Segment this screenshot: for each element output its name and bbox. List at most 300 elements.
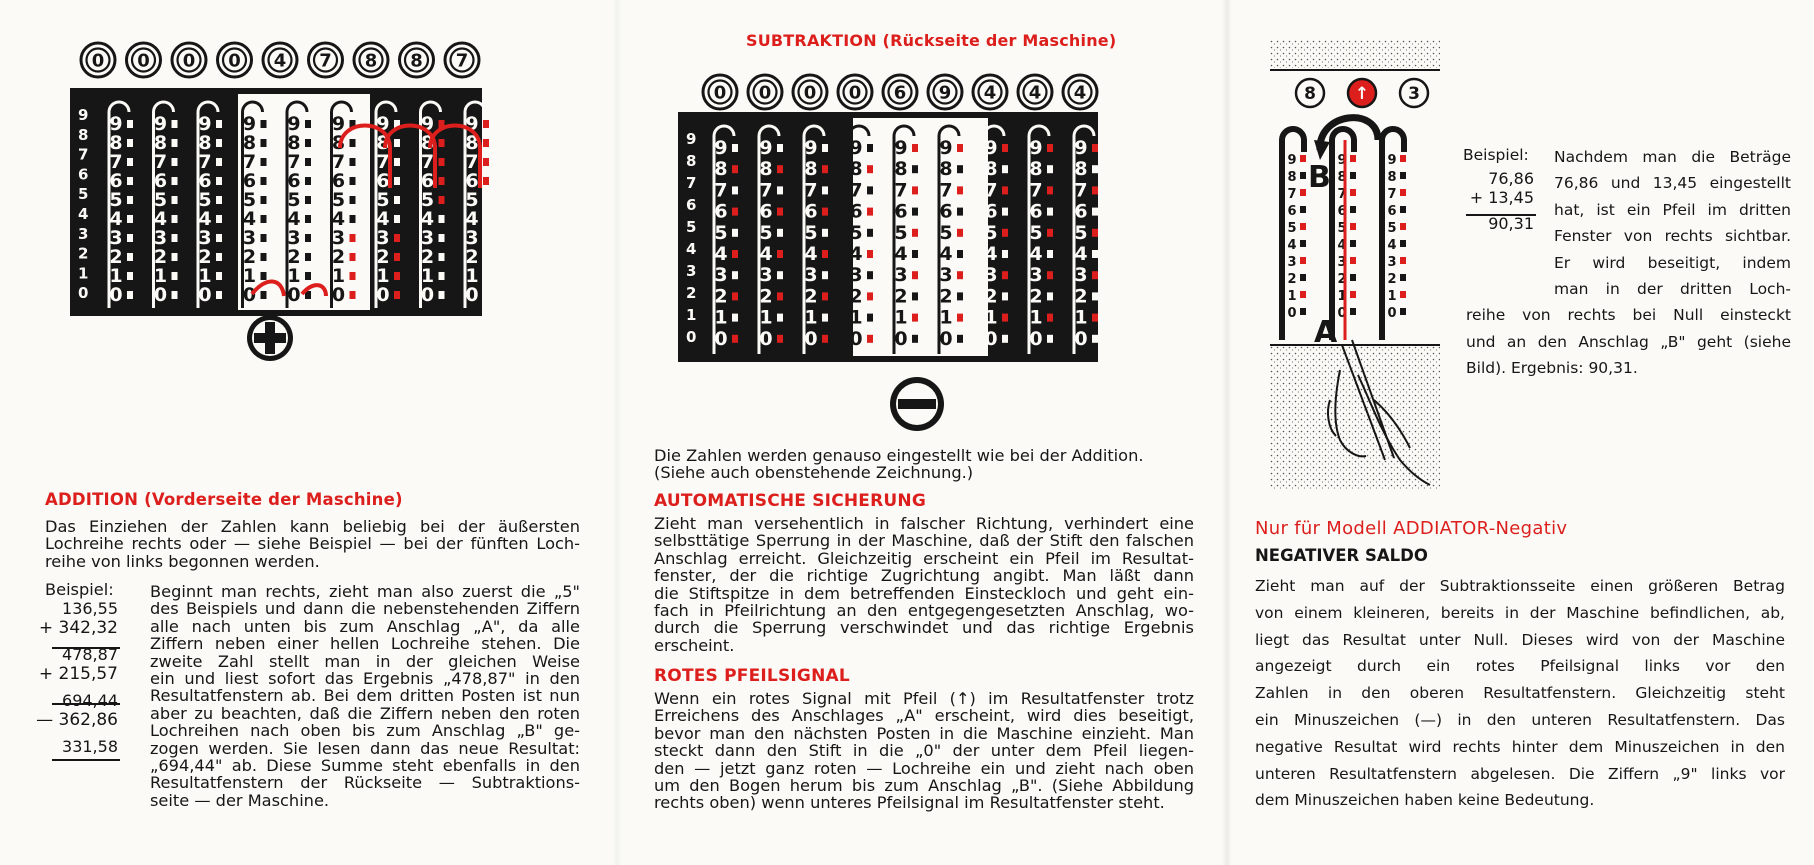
scale-digit: 7 <box>894 179 908 202</box>
addText-line: ein und liest sofort das Ergebnis „478,87" in den <box>150 669 580 689</box>
scale-digit: 9 <box>331 113 346 135</box>
detail-scale-hole <box>1350 206 1356 213</box>
subtraction-top-windows <box>703 75 1097 109</box>
scale-digit: 8 <box>465 132 479 154</box>
addition-number-7: 331,58 <box>62 737 118 756</box>
addText-line: alle nach unten bis zum Anschlag „A", da alle <box>150 616 580 636</box>
scale-hole <box>483 120 489 128</box>
scale-digit: 5 <box>1074 221 1088 244</box>
left-scale-digit: 8 <box>78 125 89 144</box>
addition-rule-3 <box>52 759 120 761</box>
detail-scale-digit: 3 <box>1287 255 1297 270</box>
scale-hole <box>1047 229 1053 237</box>
scale-hole <box>172 139 178 147</box>
scale-digit: 7 <box>939 179 953 202</box>
detail-scale-digit: 5 <box>1287 221 1297 236</box>
scale-hole <box>867 314 873 322</box>
scale-digit: 6 <box>984 200 998 223</box>
negText-line: dem Minuszeichen haben keine Bedeutung. <box>1255 791 1595 810</box>
detail-scale-hole <box>1400 274 1406 281</box>
addIntro-line: Das Einziehen der Zahlen kann beliebig bei der äußersten <box>45 517 580 536</box>
scale-digit: 8 <box>242 132 257 154</box>
scale-digit: 3 <box>465 227 479 249</box>
scale-hole <box>261 177 267 185</box>
scale-hole <box>216 234 222 242</box>
light-panel <box>853 118 918 356</box>
scale-hole <box>172 196 178 204</box>
scale-digit: 7 <box>1029 179 1043 202</box>
scale-hole <box>1047 292 1053 300</box>
detailText-line: Bild). Ergebnis: 90,31. <box>1466 359 1638 378</box>
addIntro-line: reihe von links begonnen werden. <box>45 551 320 571</box>
scale-hole <box>777 335 783 343</box>
scale-digit: 8 <box>376 132 390 154</box>
scale-hole <box>912 292 918 300</box>
label-a: A <box>1314 315 1338 350</box>
scale-digit: 5 <box>1029 221 1043 244</box>
scale-digit: 4 <box>331 208 346 230</box>
redText-line: den — jetzt ganz roten — Lochreihe ein und zieht nach oben <box>654 758 1194 778</box>
scale-hole <box>732 165 738 173</box>
scale-digit: 3 <box>984 264 998 287</box>
scale-hole <box>1047 250 1053 258</box>
scale-digit: 0 <box>198 284 212 306</box>
scale-digit: 6 <box>153 170 168 192</box>
scale-digit: 9 <box>198 113 212 135</box>
detail-slide-body <box>1282 118 1406 340</box>
scale-digit: 4 <box>804 243 818 265</box>
scale-hole <box>305 139 311 147</box>
scale-digit: 9 <box>849 137 863 159</box>
light-panel <box>918 118 988 356</box>
scale-hole <box>127 139 133 147</box>
addition-intro <box>45 518 580 570</box>
addText-line: zogen werden. Sie lesen dann das neue Resultat: <box>150 738 580 758</box>
scale-digit: 4 <box>714 243 728 265</box>
scale-digit: 3 <box>1029 264 1043 287</box>
scale-hole <box>172 177 178 185</box>
scale-hole <box>172 253 178 261</box>
detail-scale-hole <box>1350 291 1356 298</box>
detailText-line: man in der dritten Loch- <box>1554 280 1791 299</box>
detail-scale-digit: 2 <box>1387 272 1397 287</box>
scale-hole <box>822 271 828 279</box>
addition-number-1: 136,55 <box>62 599 118 618</box>
scale-hole <box>957 292 963 300</box>
scale-hole <box>732 271 738 279</box>
scale-digit: 9 <box>804 137 818 159</box>
detail-scale-hole <box>1400 172 1406 179</box>
scale-digit: 8 <box>287 132 301 154</box>
scale-hole <box>912 229 918 237</box>
scale-digit: 1 <box>198 265 212 287</box>
scale-hole <box>1002 250 1008 258</box>
scale-digit: 2 <box>331 246 346 268</box>
detail-scale-digit: 5 <box>1337 221 1347 236</box>
scale-digit: 3 <box>1074 264 1088 287</box>
detail-scale-digit: 2 <box>1287 272 1297 287</box>
left-scale-digit: 7 <box>686 174 697 192</box>
scale-hole <box>439 291 445 299</box>
scale-digit: 1 <box>939 306 953 329</box>
scale-digit: 9 <box>109 113 123 135</box>
top-window-digit: 4 <box>983 82 997 104</box>
negative-text <box>1255 573 1785 814</box>
detail-scale-digit: 6 <box>1387 204 1397 219</box>
scale-digit: 8 <box>420 132 435 154</box>
detail-scale-hole <box>1300 240 1306 247</box>
scale-hole <box>1092 335 1098 343</box>
scale-digit: 7 <box>984 179 998 202</box>
scale-digit: 2 <box>242 246 257 268</box>
scale-hole <box>822 250 828 258</box>
scale-digit: 0 <box>1074 327 1088 350</box>
detail-scale-digit: 7 <box>1387 187 1397 202</box>
scale-digit: 6 <box>376 170 390 192</box>
top-window-digit: 0 <box>848 82 862 104</box>
detailText-line: Nachdem man die Beträge <box>1554 148 1791 166</box>
scale-hole <box>1047 335 1053 343</box>
top-window-digit: 9 <box>938 82 952 104</box>
scale-hole <box>912 186 918 194</box>
scale-hole <box>305 234 311 242</box>
detail-scale-digit: 1 <box>1287 289 1297 304</box>
scale-hole <box>912 314 918 322</box>
detail-scale-digit: 0 <box>1387 306 1397 321</box>
detail-scale-digit: 9 <box>1337 153 1347 168</box>
top-window-digit: 4 <box>1073 82 1087 104</box>
scale-hole <box>822 165 828 173</box>
scale-hole <box>483 234 489 242</box>
scale-digit: 3 <box>242 227 257 249</box>
scale-digit: 5 <box>242 189 257 211</box>
scale-hole <box>305 215 311 223</box>
scale-digit: 6 <box>894 200 908 223</box>
scale-digit: 9 <box>894 137 908 159</box>
scale-hole <box>957 335 963 343</box>
scale-hole <box>261 139 267 147</box>
scale-digit: 7 <box>1074 179 1088 202</box>
negText-line: negative Resultat wird rechts hinter dem Minuszeichen in den <box>1255 737 1785 756</box>
scale-hole <box>1002 165 1008 173</box>
detail-scale-hole <box>1400 308 1406 315</box>
scale-hole <box>822 292 828 300</box>
detail-scale-digit: 8 <box>1337 170 1347 185</box>
scale-digit: 9 <box>376 113 390 135</box>
scale-hole <box>822 144 828 152</box>
detail-scale-digit: 8 <box>1287 170 1297 185</box>
left-scale-digit: 2 <box>686 284 697 302</box>
detail-top-windows <box>1296 79 1428 107</box>
scale-hole <box>777 271 783 279</box>
scale-digit: 4 <box>1029 243 1043 265</box>
scale-digit: 0 <box>331 284 346 306</box>
autoText-line: fenster, der die richtige Zugrichtung angibt. Man läßt dann <box>654 566 1194 586</box>
top-window-digit: 6 <box>893 82 907 104</box>
redText-line: Erreichens des Anschlages „A" erscheint, wird dies beseitigt, <box>654 706 1194 726</box>
scale-digit: 6 <box>198 170 212 192</box>
detail-scale-hole <box>1400 257 1406 264</box>
detail-scale-hole <box>1400 223 1406 230</box>
detail-example-label: Beispiel: <box>1463 146 1529 164</box>
scale-digit: 8 <box>198 132 212 154</box>
scale-hole <box>350 272 356 280</box>
scale-hole <box>305 120 311 128</box>
scale-digit: 3 <box>420 227 435 249</box>
scale-digit: 2 <box>894 285 908 308</box>
scale-digit: 5 <box>198 189 212 211</box>
redText-line: bevor man den nächsten Posten in die Maschine einzieht. Man <box>654 723 1194 743</box>
scale-digit: 5 <box>804 221 818 244</box>
detail-scale-hole <box>1350 240 1356 247</box>
addition-number-5: 694,44 <box>62 691 118 710</box>
scale-hole <box>822 186 828 194</box>
detail-scale-digit: 8 <box>1387 170 1397 185</box>
scale-digit: 8 <box>759 158 773 181</box>
top-window-digit: 0 <box>758 82 772 104</box>
top-window-digit: 4 <box>1028 82 1042 104</box>
scale-hole <box>912 144 918 152</box>
detail-scale-hole <box>1350 189 1356 196</box>
left-scale-digit: 3 <box>78 224 89 243</box>
scale-digit: 0 <box>849 327 863 350</box>
scale-digit: 7 <box>714 179 728 202</box>
addition-rule-1 <box>52 647 120 649</box>
detail-scale-hole <box>1400 291 1406 298</box>
scale-hole <box>305 177 311 185</box>
detail-scale-hole <box>1350 308 1356 315</box>
scale-hole <box>439 272 445 280</box>
detail-number-2: + 13,45 <box>1469 187 1534 207</box>
scale-hole <box>394 272 400 280</box>
scale-digit: 4 <box>153 208 168 230</box>
scale-hole <box>1002 229 1008 237</box>
detailText-line: und an den Anschlag „B" geht (siehe <box>1466 332 1791 351</box>
scale-digit: 8 <box>1074 158 1088 181</box>
scale-digit: 4 <box>420 208 435 230</box>
detail-scale-hole <box>1300 172 1306 179</box>
scale-hole <box>1047 314 1053 322</box>
scale-digit: 0 <box>287 284 301 306</box>
scale-digit: 1 <box>242 265 257 287</box>
scale-hole <box>172 120 178 128</box>
scale-hole <box>127 196 133 204</box>
scale-hole <box>1047 271 1053 279</box>
scale-hole <box>127 253 133 261</box>
scale-hole <box>732 144 738 152</box>
scale-digit: 4 <box>109 208 123 230</box>
scale-digit: 1 <box>153 265 168 287</box>
scale-hole <box>439 234 445 242</box>
scale-digit: 6 <box>465 170 479 192</box>
autoText-line: durch die Sperrung verschwindet und das richtige Ergebnis <box>654 618 1194 638</box>
scale-hole <box>172 272 178 280</box>
scale-digit: 9 <box>759 137 773 159</box>
scale-hole <box>394 253 400 261</box>
top-window-digit: 8 <box>1304 84 1316 104</box>
subtraction-heading: SUBTRAKTION (Rückseite der Maschine) <box>746 31 1117 50</box>
detail-scale-hole <box>1300 274 1306 281</box>
scale-hole <box>1092 229 1098 237</box>
scale-digit: 2 <box>109 246 123 268</box>
scale-hole <box>957 208 963 216</box>
scale-hole <box>777 165 783 173</box>
scale-hole <box>822 314 828 322</box>
scale-hole <box>394 196 400 204</box>
scale-digit: 1 <box>894 306 908 329</box>
minus-bar <box>898 399 936 409</box>
detail-scale-digit: 6 <box>1337 204 1347 219</box>
red-signal-text <box>654 690 1194 812</box>
scale-digit: 1 <box>465 265 479 287</box>
plus-bar-v <box>265 322 275 354</box>
scale-hole <box>483 196 489 204</box>
negText-line: angezeigt durch ein rotes Pfeilsignal links vor den <box>1255 657 1785 676</box>
scale-digit: 0 <box>420 284 435 306</box>
scale-digit: 6 <box>287 170 301 192</box>
scale-digit: 7 <box>153 151 168 173</box>
scale-digit: 8 <box>984 158 998 181</box>
scale-digit: 0 <box>153 284 168 306</box>
detailText-line: hat, ist ein Pfeil im dritten <box>1554 200 1791 219</box>
scale-digit: 0 <box>939 327 953 350</box>
scale-hole <box>439 253 445 261</box>
scale-digit: 5 <box>376 189 390 211</box>
scale-hole <box>867 229 873 237</box>
left-scale-digit: 7 <box>78 145 89 164</box>
scale-digit: 6 <box>1029 200 1043 223</box>
negText-line: ein Minuszeichen (—) in den unteren Resultatfenstern. Das <box>1255 710 1785 729</box>
scale-digit: 5 <box>894 221 908 244</box>
addition-rule-2 <box>52 703 120 705</box>
model-heading: Nur für Modell ADDIATOR-Negativ <box>1255 518 1568 539</box>
top-window-digit: 0 <box>803 82 817 104</box>
scale-digit: 1 <box>331 265 346 287</box>
scale-hole <box>957 186 963 194</box>
scale-digit: 4 <box>849 243 863 265</box>
scale-digit: 6 <box>109 170 123 192</box>
scale-hole <box>957 250 963 258</box>
scale-digit: 0 <box>109 284 123 306</box>
scale-hole <box>216 272 222 280</box>
top-window-digit: 0 <box>713 82 727 104</box>
scale-digit: 6 <box>759 200 773 223</box>
scale-hole <box>867 165 873 173</box>
negative-heading: NEGATIVER SALDO <box>1255 546 1428 565</box>
addition-example-text <box>150 583 580 809</box>
redText-line: steckt dann den Stift in die „0" der unter dem Pfeil liegen- <box>654 741 1194 761</box>
scale-hole <box>867 335 873 343</box>
left-scale-digit: 5 <box>686 218 697 236</box>
scale-digit: 1 <box>1074 306 1088 329</box>
addition-number-3: 478,87 <box>62 645 118 664</box>
scale-hole <box>127 120 133 128</box>
scale-hole <box>822 335 828 343</box>
top-window-digit: 3 <box>1408 84 1420 104</box>
scale-digit: 7 <box>109 151 123 173</box>
scale-hole <box>172 158 178 166</box>
scale-hole <box>732 208 738 216</box>
scale-digit: 4 <box>376 208 390 230</box>
addText-line: Beginnt man rechts, zieht man also zuerst die „5" <box>150 582 580 601</box>
scale-hole <box>172 234 178 242</box>
scale-digit: 2 <box>287 246 301 268</box>
minus-icon <box>890 377 944 431</box>
detail-scale-hole <box>1300 291 1306 298</box>
detail-scale-hole <box>1350 274 1356 281</box>
scale-hole <box>350 158 356 166</box>
scale-hole <box>216 139 222 147</box>
scale-digit: 0 <box>984 327 998 350</box>
addText-line: seite — der Maschine. <box>150 790 330 810</box>
scale-digit: 2 <box>804 285 818 308</box>
top-window-digit: 7 <box>455 50 469 72</box>
scale-digit: 9 <box>153 113 168 135</box>
detailText-line: Fenster von rechts sichtbar. <box>1554 227 1791 246</box>
scale-hole <box>1047 165 1053 173</box>
scale-digit: 9 <box>465 113 479 135</box>
detail-scale-digit: 4 <box>1337 238 1347 253</box>
top-window-digit: 0 <box>228 50 241 72</box>
scale-digit: 5 <box>420 189 435 211</box>
addition-heading: ADDITION (Vorderseite der Maschine) <box>45 490 403 509</box>
scale-hole <box>305 253 311 261</box>
scale-hole <box>732 292 738 300</box>
scale-digit: 1 <box>420 265 435 287</box>
scale-hole <box>1002 186 1008 194</box>
detail-scale-digit: 7 <box>1337 187 1347 202</box>
left-scale-digit: 6 <box>686 196 697 214</box>
scale-hole <box>172 291 178 299</box>
scale-digit: 3 <box>849 264 863 287</box>
scale-hole <box>127 177 133 185</box>
scale-hole <box>483 253 489 261</box>
scale-hole <box>216 177 222 185</box>
autoText-line: Anschlag erreicht. Gleichzeitig erscheint ein Pfeil im Resultat- <box>654 548 1194 568</box>
addText-line: Lochreihen nach oben bis zum Anschlag „B" ge- <box>150 721 580 741</box>
autoText-line: die Stiftspitze in dem betreffenden Einsteckloch und geht ein- <box>654 583 1194 603</box>
scale-digit: 4 <box>984 243 998 265</box>
scale-hole <box>483 139 489 147</box>
left-scale-digit: 0 <box>686 328 697 346</box>
addText-line: Resultatfenstern der Rückseite — Subtraktions- <box>150 773 580 793</box>
scale-digit: 4 <box>894 243 908 265</box>
scale-hole <box>777 186 783 194</box>
addition-slide-body <box>70 88 489 316</box>
scale-hole <box>216 120 222 128</box>
scale-hole <box>867 208 873 216</box>
scale-hole <box>216 291 222 299</box>
detail-scale-hole <box>1350 223 1356 230</box>
detail-scale-hole <box>1300 308 1306 315</box>
scale-hole <box>216 215 222 223</box>
addIntro-line: Lochreihe rechts oder — siehe Beispiel — bei der fünften Loch- <box>45 534 580 554</box>
scale-digit: 8 <box>939 158 953 181</box>
scale-hole <box>1002 314 1008 322</box>
scale-digit: 7 <box>242 151 257 173</box>
top-window-digit: 0 <box>182 50 196 72</box>
subtraction-figure <box>678 60 1158 440</box>
detail-stipple-top <box>1270 40 1440 68</box>
scale-digit: 8 <box>331 132 346 154</box>
middle-intro <box>654 447 1194 482</box>
top-window-digit: 7 <box>319 50 332 72</box>
scale-digit: 3 <box>287 227 301 249</box>
scale-digit: 3 <box>714 264 728 287</box>
scale-digit: 7 <box>804 179 818 202</box>
scale-digit: 3 <box>331 227 346 249</box>
scale-digit: 3 <box>109 227 123 249</box>
